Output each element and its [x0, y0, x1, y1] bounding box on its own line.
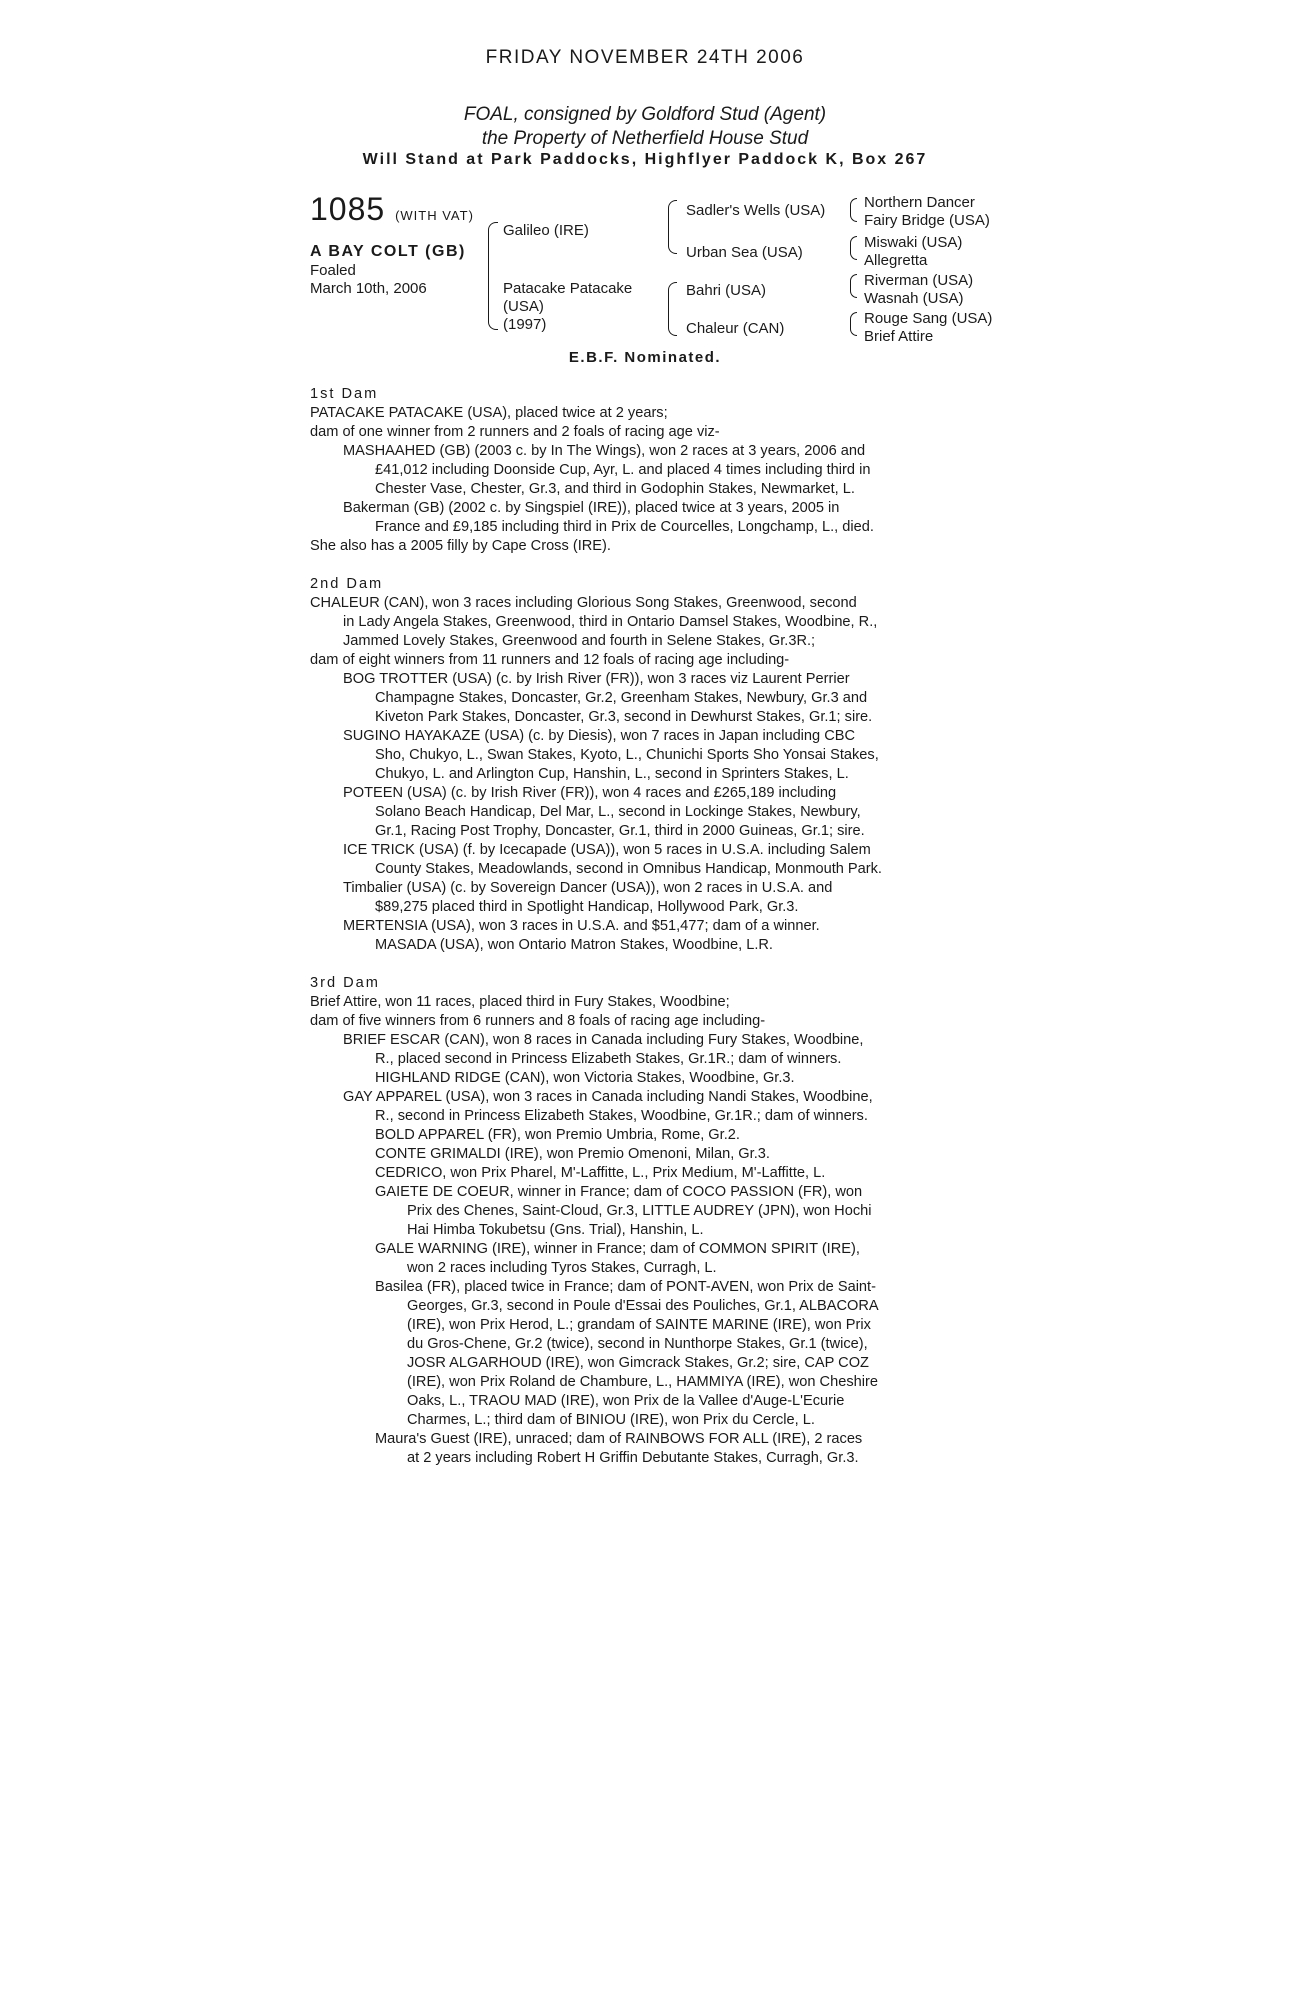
pedigree-bracket-3b [850, 236, 857, 260]
ss-dam: Fairy Bridge (USA) [864, 212, 990, 229]
dam3-line: dam of five winners from 6 runners and 8 foals of racing age including- [310, 1013, 766, 1029]
second-dam-heading: 2nd Dam [310, 576, 384, 592]
dam2-line: Solano Beach Handicap, Del Mar, L., second in Lockinge Stakes, Newbury, [375, 804, 861, 820]
pedigree-bracket-3a [850, 198, 857, 222]
dam3-line: BRIEF ESCAR (CAN), won 8 races in Canada including Fury Stakes, Woodbine, [343, 1032, 864, 1048]
sd-dam: Allegretta [864, 252, 928, 269]
dam3-line: (IRE), won Prix Roland de Chambure, L., HAMMIYA (IRE), won Cheshire [407, 1374, 878, 1390]
dam3-line: R., second in Princess Elizabeth Stakes, Woodbine, Gr.1R.; dam of winners. [375, 1108, 868, 1124]
dam3-line: at 2 years including Robert H Griffin Debutante Stakes, Curragh, Gr.3. [407, 1450, 859, 1466]
dam2-line: POTEEN (USA) (c. by Irish River (FR)), won 4 races and £265,189 including [343, 785, 837, 801]
dam2-line: MASADA (USA), won Ontario Matron Stakes, Woodbine, L.R. [375, 937, 773, 953]
dam1-line: dam of one winner from 2 runners and 2 foals of racing age viz- [310, 424, 720, 440]
dam3-line: BOLD APPAREL (FR), won Premio Umbria, Rome, Gr.2. [375, 1127, 740, 1143]
lot-number-block [310, 191, 474, 228]
dam-sire: Bahri (USA) [686, 282, 767, 299]
dam1-line: Chester Vase, Chester, Gr.3, and third in Godophin Stakes, Newmarket, L. [375, 481, 855, 497]
dam2-line: Gr.1, Racing Post Trophy, Doncaster, Gr.1, third in 2000 Guineas, Gr.1; sire. [375, 823, 865, 839]
property-line: the Property of Netherfield House Stud [481, 128, 809, 149]
stand-location: Will Stand at Park Paddocks, Highflyer Paddock K, Box 267 [362, 151, 928, 168]
first-dam-heading: 1st Dam [310, 386, 379, 402]
dam3-line: Basilea (FR), placed twice in France; dam of PONT-AVEN, won Prix de Saint- [375, 1279, 876, 1295]
dam1-line: France and £9,185 including third in Prix de Courcelles, Longchamp, L., died. [375, 519, 874, 535]
pedigree-bracket-3d [850, 312, 857, 336]
dd-dam: Brief Attire [864, 328, 934, 345]
dam1-line: Bakerman (GB) (2002 c. by Singspiel (IRE)), placed twice at 3 years, 2005 in [343, 500, 840, 516]
dam: Patacake Patacake [503, 280, 633, 297]
dam-country: (USA) [503, 298, 544, 315]
ebf-nominated: E.B.F. Nominated. [568, 349, 722, 366]
dam3-line: Maura's Guest (IRE), unraced; dam of RAINBOWS FOR ALL (IRE), 2 races [375, 1431, 863, 1447]
dam2-line: Jammed Lovely Stakes, Greenwood and fourth in Selene Stakes, Gr.3R.; [343, 633, 816, 649]
dam3-line: Brief Attire, won 11 races, placed third in Fury Stakes, Woodbine; [310, 994, 730, 1010]
sd-sire: Miswaki (USA) [864, 234, 963, 251]
dam3-line: Prix des Chenes, Saint-Cloud, Gr.3, LITTLE AUDREY (JPN), won Hochi [407, 1203, 872, 1219]
dam2-line: Sho, Chukyo, L., Swan Stakes, Kyoto, L., Chunichi Sports Sho Yonsai Stakes, [375, 747, 879, 763]
sale-date: FRIDAY NOVEMBER 24TH 2006 [485, 47, 805, 68]
ds-dam: Wasnah (USA) [864, 290, 964, 307]
sire-dam: Urban Sea (USA) [686, 244, 803, 261]
dam2-line: Chukyo, L. and Arlington Cup, Hanshin, L., second in Sprinters Stakes, L. [375, 766, 849, 782]
dam2-line: ICE TRICK (USA) (f. by Icecapade (USA)), won 5 races in U.S.A. including Salem [343, 842, 871, 858]
dam3-line: GAIETE DE COEUR, winner in France; dam of COCO PASSION (FR), won [375, 1184, 863, 1200]
dam3-line: du Gros-Chene, Gr.2 (twice), second in Nunthorpe Stakes, Gr.1 (twice), [407, 1336, 868, 1352]
pedigree-bracket-2a [668, 200, 677, 254]
pedigree-bracket-2b [668, 282, 677, 336]
dam1-line: She also has a 2005 filly by Cape Cross (IRE). [310, 538, 611, 554]
foaled-date: March 10th, 2006 [310, 280, 427, 297]
dam2-line: Champagne Stakes, Doncaster, Gr.2, Greenham Stakes, Newbury, Gr.3 and [375, 690, 868, 706]
sire: Galileo (IRE) [503, 222, 589, 239]
lot-number: 1085 [310, 191, 386, 227]
dam2-line: Timbalier (USA) (c. by Sovereign Dancer (USA)), won 2 races in U.S.A. and [343, 880, 833, 896]
dam-dam: Chaleur (CAN) [686, 320, 785, 337]
dam2-line: $89,275 placed third in Spotlight Handicap, Hollywood Park, Gr.3. [375, 899, 799, 915]
ss-sire: Northern Dancer [864, 194, 975, 211]
foaled-label: Foaled [310, 262, 356, 279]
consignor-line: FOAL, consigned by Goldford Stud (Agent) [463, 104, 827, 125]
dam3-line: CONTE GRIMALDI (IRE), won Premio Omenoni, Milan, Gr.3. [375, 1146, 770, 1162]
dam2-line: CHALEUR (CAN), won 3 races including Glorious Song Stakes, Greenwood, second [310, 595, 857, 611]
dam2-line: County Stakes, Meadowlands, second in Omnibus Handicap, Monmouth Park. [375, 861, 882, 877]
sire-sire: Sadler's Wells (USA) [686, 202, 826, 219]
dam2-line: SUGINO HAYAKAZE (USA) (c. by Diesis), won 7 races in Japan including CBC [343, 728, 856, 744]
dam1-line: MASHAAHED (GB) (2003 c. by In The Wings), won 2 races at 3 years, 2006 and [343, 443, 866, 459]
pedigree-bracket-3c [850, 274, 857, 298]
dam2-line: MERTENSIA (USA), won 3 races in U.S.A. and $51,477; dam of a winner. [343, 918, 820, 934]
dam1-line: £41,012 including Doonside Cup, Ayr, L. and placed 4 times including third in [375, 462, 871, 478]
horse-description: A BAY COLT (GB) [310, 243, 466, 260]
dd-sire: Rouge Sang (USA) [864, 310, 993, 327]
dam3-line: GAY APPAREL (USA), won 3 races in Canada including Nandi Stakes, Woodbine, [343, 1089, 873, 1105]
dam3-line: Charmes, L.; third dam of BINIOU (IRE), won Prix du Cercle, L. [407, 1412, 815, 1428]
dam3-line: (IRE), won Prix Herod, L.; grandam of SAINTE MARINE (IRE), won Prix [407, 1317, 871, 1333]
third-dam-heading: 3rd Dam [310, 975, 380, 991]
dam2-line: BOG TROTTER (USA) (c. by Irish River (FR)), won 3 races viz Laurent Perrier [343, 671, 850, 687]
dam2-line: dam of eight winners from 11 runners and 12 foals of racing age including- [310, 652, 790, 668]
dam3-line: R., placed second in Princess Elizabeth Stakes, Gr.1R.; dam of winners. [375, 1051, 842, 1067]
pedigree-bracket-1 [488, 222, 498, 330]
vat-note: (WITH VAT) [395, 208, 474, 223]
dam3-line: Oaks, L., TRAOU MAD (IRE), won Prix de la Vallee d'Auge-L'Ecurie [407, 1393, 845, 1409]
dam3-line: won 2 races including Tyros Stakes, Curragh, L. [407, 1260, 717, 1276]
dam3-line: GALE WARNING (IRE), winner in France; dam of COMMON SPIRIT (IRE), [375, 1241, 860, 1257]
dam3-line: CEDRICO, won Prix Pharel, M'-Laffitte, L., Prix Medium, M'-Laffitte, L. [375, 1165, 826, 1181]
dam-year: (1997) [503, 316, 547, 333]
dam3-line: Hai Himba Tokubetsu (Gns. Trial), Hanshin, L. [407, 1222, 704, 1238]
ds-sire: Riverman (USA) [864, 272, 974, 289]
dam3-line: Georges, Gr.3, second in Poule d'Essai des Pouliches, Gr.1, ALBACORA [407, 1298, 879, 1314]
dam2-line: in Lady Angela Stakes, Greenwood, third in Ontario Damsel Stakes, Woodbine, R., [343, 614, 878, 630]
dam3-line: HIGHLAND RIDGE (CAN), won Victoria Stakes, Woodbine, Gr.3. [375, 1070, 795, 1086]
dam1-line: PATACAKE PATACAKE (USA), placed twice at 2 years; [310, 405, 668, 421]
dam2-line: Kiveton Park Stakes, Doncaster, Gr.3, second in Dewhurst Stakes, Gr.1; sire. [375, 709, 873, 725]
dam3-line: JOSR ALGARHOUD (IRE), won Gimcrack Stakes, Gr.2; sire, CAP COZ [407, 1355, 869, 1371]
